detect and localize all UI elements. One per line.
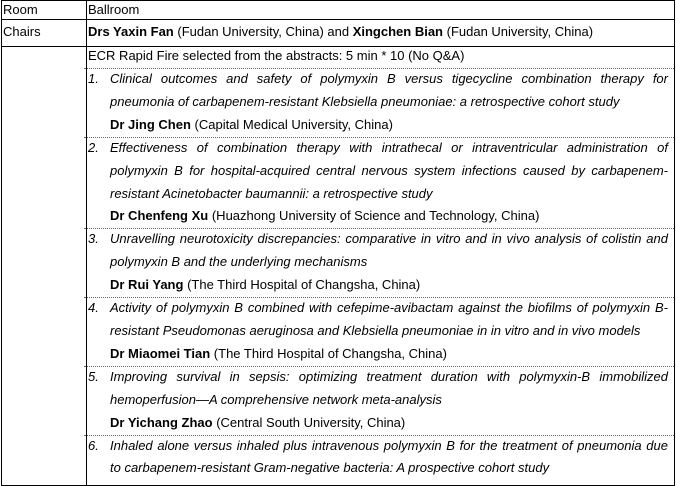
abstract-number: 3. bbox=[88, 231, 99, 247]
abstract-number: 5. bbox=[88, 368, 99, 384]
presenter bbox=[110, 114, 674, 137]
abstract-item bbox=[84, 435, 674, 481]
abstract-title: Improving survival in sepsis: optimizing treatment duration with polymyxin-B immobilized hemoperfusion—A comprehensive network meta-analysis bbox=[110, 368, 668, 407]
row-divider-room bbox=[2, 19, 674, 20]
presenter bbox=[110, 343, 674, 366]
room-value: Ballroom bbox=[88, 2, 140, 17]
abstract-title: Effectiveness of combination therapy with intrathecal or intraventricular administration of polymyxin B for hospital-acquired central nervous system infections caused by carbapenem-resistant Acinetobacter baumannii: a retrospective study bbox=[110, 139, 668, 201]
dotted-separator bbox=[84, 137, 674, 138]
abstract-title: Activity of polymyxin B combined with cefepime-avibactam against the biofilms of polymyxin B-resistant Pseudomonas aeruginosa and Klebsiella pneumoniae in in vitro and in vivo models bbox=[110, 300, 668, 338]
dotted-separator bbox=[84, 435, 674, 436]
presenter-affiliation: (The Third Hospital of Changsha, China) bbox=[210, 345, 447, 361]
abstract-number: 2. bbox=[88, 139, 99, 155]
abstract-title: Unravelling neurotoxicity discrepancies: comparative in vitro and in vivo analysis of colistin and polymyxin B and the underlying mechanisms bbox=[110, 231, 668, 270]
presenter bbox=[110, 412, 674, 435]
presenter-name: Dr Rui Yang bbox=[110, 277, 184, 293]
presenter-affiliation: (The Third Hospital of Changsha, China) bbox=[183, 277, 421, 293]
room-label: Room bbox=[3, 2, 38, 17]
presenter-name: Dr Chenfeng Xu bbox=[110, 208, 209, 224]
abstract-list bbox=[84, 68, 674, 480]
abstract-number: 6. bbox=[88, 437, 99, 453]
chair-1-name: Drs Yaxin Fan bbox=[88, 24, 174, 39]
presenter-affiliation: (Central South University, China) bbox=[212, 414, 406, 430]
session-intro: ECR Rapid Fire selected from the abstracts: 5 min * 10 (No Q&A) bbox=[88, 48, 465, 63]
abstract-item bbox=[84, 137, 674, 229]
presenter bbox=[110, 205, 674, 228]
abstract-number: 4. bbox=[88, 300, 99, 316]
abstract-item bbox=[84, 68, 674, 137]
chairs-label: Chairs bbox=[3, 24, 41, 39]
abstract-item bbox=[84, 228, 674, 297]
presenter-name: Dr Yichang Zhao bbox=[110, 414, 213, 430]
chairs-value bbox=[88, 24, 593, 40]
presenter bbox=[110, 274, 674, 297]
chair-2-name: Xingchen Bian bbox=[352, 24, 443, 39]
abstract-item bbox=[84, 366, 674, 435]
presenter-name: Dr Jing Chen bbox=[110, 116, 191, 132]
dotted-separator bbox=[84, 228, 674, 229]
row-divider-chairs bbox=[2, 46, 674, 47]
presenter-affiliation: (Huazhong University of Science and Technology, China) bbox=[208, 208, 540, 224]
chair-1-affiliation: (Fudan University, China) and bbox=[173, 24, 353, 39]
abstract-number: 1. bbox=[88, 71, 99, 86]
chair-2-affiliation: (Fudan University, China) bbox=[443, 24, 594, 39]
abstract-item bbox=[84, 297, 674, 366]
presenter-name: Dr Miaomei Tian bbox=[110, 345, 211, 361]
dotted-separator bbox=[84, 68, 674, 69]
presenter-affiliation: (Capital Medical University, China) bbox=[190, 116, 393, 132]
abstract-title: Inhaled alone versus inhaled plus intravenous polymyxin B for the treatment of pneumonia due to carbapenem-resistant Gram-negative bacteria: A prospective cohort study bbox=[110, 437, 668, 476]
abstract-title: Clinical outcomes and safety of polymyxin B versus tigecycline combination therapy for pneumonia of carbapenem-resistant Klebsiella pneumoniae: a retrospective cohort study bbox=[110, 71, 668, 109]
dotted-separator bbox=[84, 366, 674, 367]
dotted-separator bbox=[84, 297, 674, 298]
